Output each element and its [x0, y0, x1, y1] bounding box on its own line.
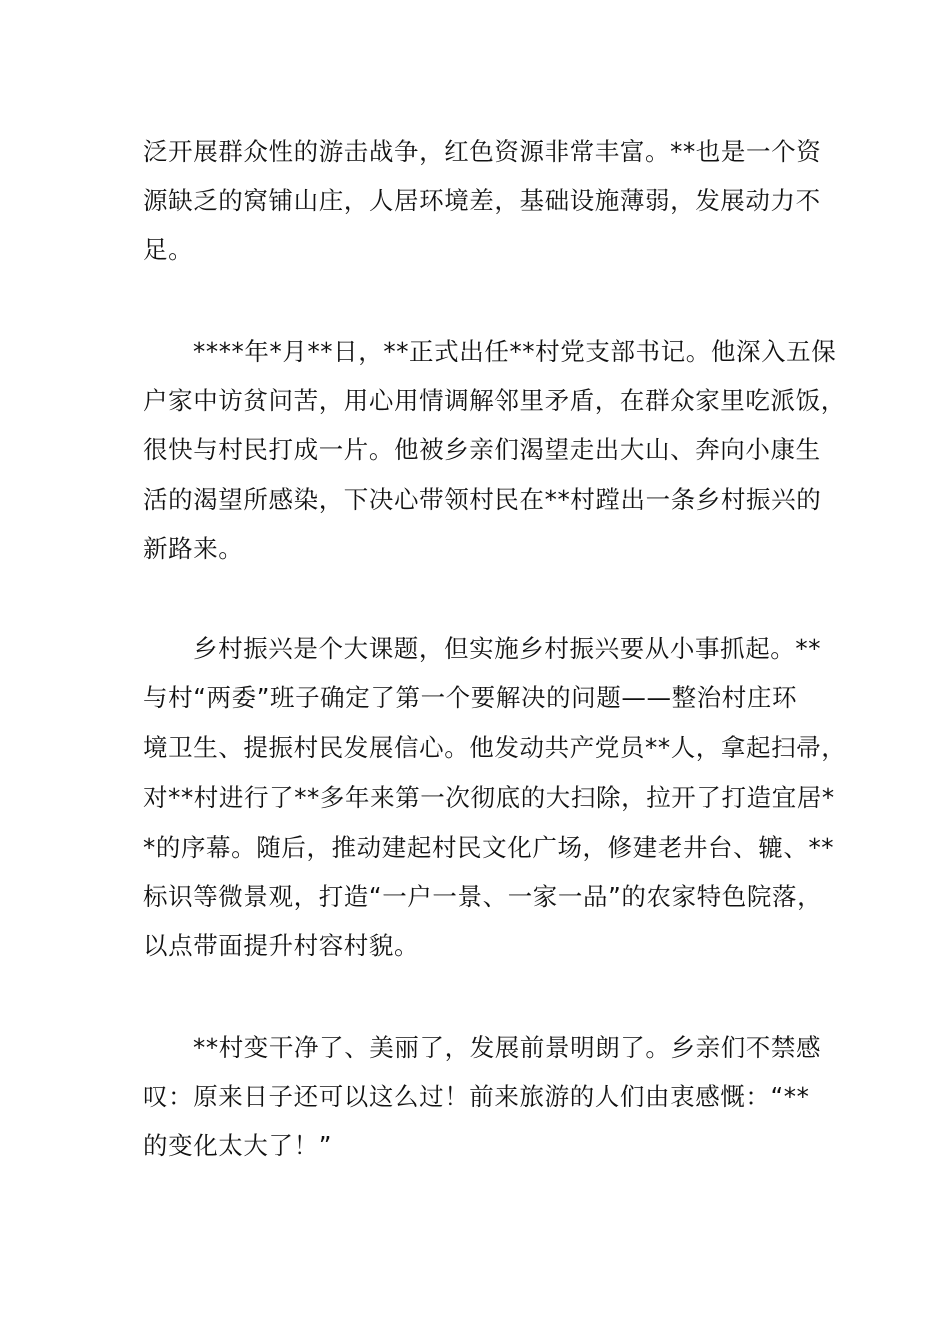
paragraph-3-line-7: 以点带面提升村容村貌。: [143, 931, 420, 960]
paragraph-2-line-1: ****年*月**日，**正式出任**村党支部书记。他深入五保: [193, 337, 837, 366]
paragraph-4-line-2: 叹：原来日子还可以这么过！前来旅游的人们由衷感慨：“**: [143, 1082, 810, 1111]
paragraph-3-line-3: 境卫生、提振村民发展信心。他发动共产党员**人，拿起扫帚，: [143, 733, 847, 762]
paragraph-3-line-4: 对**村进行了**多年来第一次彻底的大扫除，拉开了打造宜居*: [143, 783, 835, 812]
paragraph-2-line-3: 很快与村民打成一片。他被乡亲们渴望走出大山、奔向小康生: [143, 435, 821, 464]
paragraph-1-line-1: 泛开展群众性的游击战争，红色资源非常丰富。**也是一个资: [143, 137, 822, 166]
paragraph-4-line-1: **村变干净了、美丽了，发展前景明朗了。乡亲们不禁感: [193, 1033, 822, 1062]
paragraph-2-line-2: 户家中访贫问苦，用心用情调解邻里矛盾，在群众家里吃派饭，: [143, 386, 846, 415]
paragraph-3-line-6: 标识等微景观，打造“一户一景、一家一品”的农家特色院落，: [143, 882, 823, 911]
paragraph-3-line-5: *的序幕。随后，推动建起村民文化广场，修建老井台、辘、**: [143, 833, 835, 862]
paragraph-4-line-3: 的变化太大了！”: [143, 1131, 332, 1160]
paragraph-2-line-4: 活的渴望所感染，下决心带领村民在**村蹚出一条乡村振兴的: [143, 485, 822, 514]
paragraph-1-line-2: 源缺乏的窝铺山庄，人居环境差，基础设施薄弱，发展动力不: [143, 186, 821, 215]
paragraph-3-line-2: 与村“两委”班子确定了第一个要解决的问题——整治村庄环: [143, 683, 798, 712]
paragraph-2-line-5: 新路来。: [143, 534, 244, 563]
paragraph-3-line-1: 乡村振兴是个大课题，但实施乡村振兴要从小事抓起。**: [193, 634, 822, 663]
paragraph-1-line-3: 足。: [143, 235, 194, 264]
